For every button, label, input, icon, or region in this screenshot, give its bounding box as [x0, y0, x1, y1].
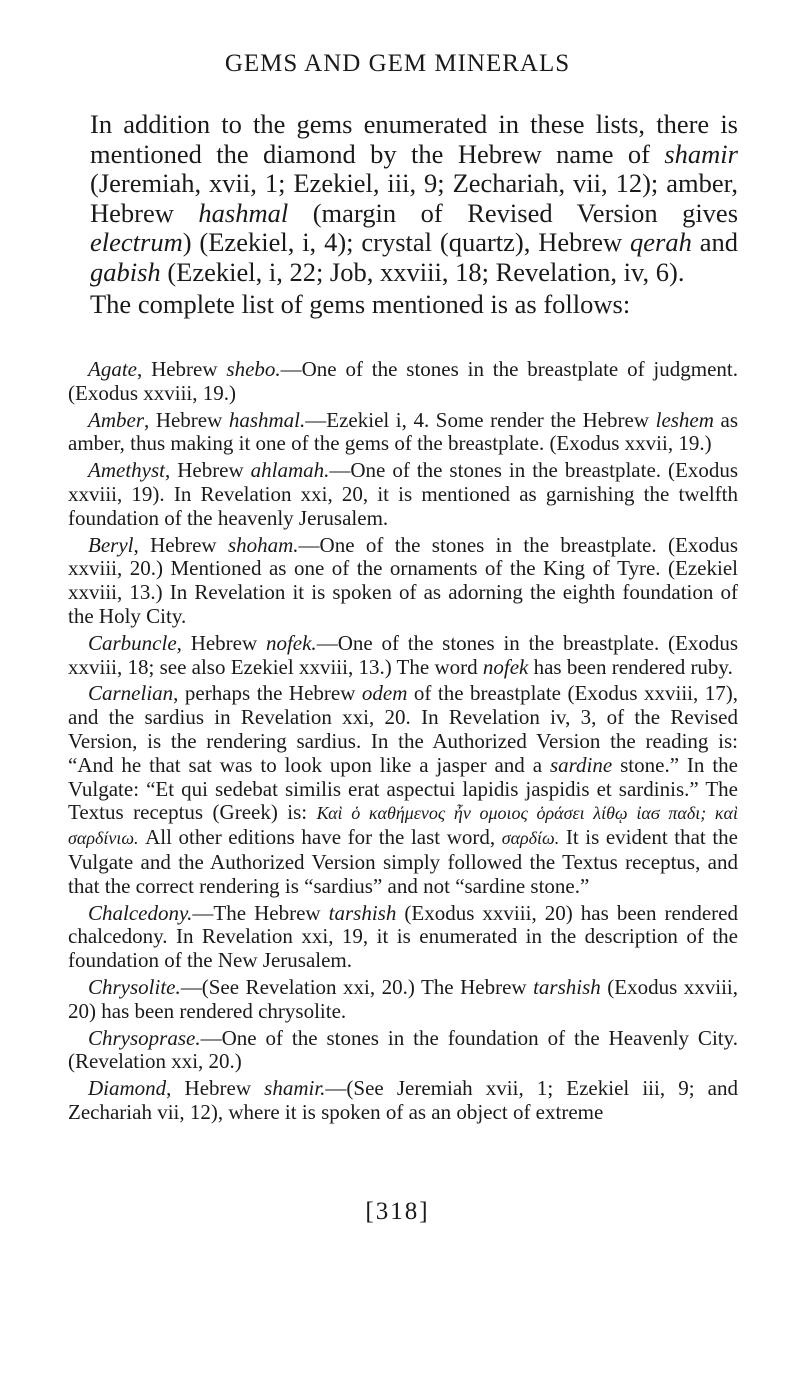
entry-term: Diamond [88, 1076, 167, 1101]
gem-entries [68, 358, 738, 1125]
text-run: (Exodus xxviii, 20) has been rendered chrysolite. [68, 974, 739, 1023]
text-run: has been rendered ruby. [528, 654, 733, 679]
text-run: , Hebrew [133, 532, 228, 557]
entry-term: Amethyst [88, 458, 165, 483]
text-run: , Hebrew [176, 630, 266, 655]
text-run: —One of the stones in the breastplate. (Exodus xxviii, 19). In Revelation xxi, 20, it is mentioned as garnishing the twelfth foundation of the heavenly Jerusalem. [68, 458, 738, 530]
entry-amethyst [68, 459, 738, 530]
hebrew-term: nofek. [265, 630, 317, 655]
hebrew-term: ahlamah. [250, 458, 330, 483]
text-run: , Hebrew [144, 407, 229, 432]
entry-agate [68, 358, 738, 406]
entry-chalcedony [68, 902, 738, 973]
entry-term: Beryl [88, 532, 134, 557]
entry-chrysolite [68, 976, 738, 1024]
entry-amber [68, 409, 738, 457]
hebrew-term: hashmal [198, 197, 289, 228]
entry-term: Chalcedony. [88, 900, 193, 925]
entry-term: Chrysoprase. [88, 1025, 201, 1050]
greek-word: σαρδίω. [501, 828, 560, 849]
entry-term: Chrysolite. [88, 974, 181, 999]
hebrew-term: nofek [482, 654, 529, 679]
hebrew-term: odem [361, 681, 408, 706]
text-run: —One of the stones in the breastplate. (Exodus xxviii, 18; see also Ezekiel xxviii, 13.) The word [68, 630, 739, 679]
text-run: —One of the stones in the breastplate. (Exodus xxviii, 20.) Mentioned as one of the ornaments of the King of Tyre. (Ezekiel xxviii, 13.) In Revelation it is spoken of as adorning the eighth foundation of the Holy City. [68, 532, 738, 628]
text-run: stone.” In the Vulgate: “Et qui sedebat similis erat aspectui lapidis jaspidis et sardinis.” The Textus receptus (Greek) is: [68, 752, 739, 825]
entry-beryl [68, 534, 738, 629]
hebrew-term: tarshish [328, 900, 397, 925]
text-run: as amber, thus making it one of the gems of the breastplate. (Exodus xxvii, 19.) [68, 407, 738, 456]
hebrew-term: shamir [664, 138, 738, 169]
entry-term: Amber [88, 407, 144, 432]
entry-term: Agate [88, 357, 137, 381]
hebrew-term: tarshish [533, 974, 601, 999]
text-run: —(See Revelation xxi, 20.) The Hebrew [180, 974, 534, 999]
text-run: —Ezekiel i, 4. Some render the Hebrew [305, 407, 656, 432]
text-run: —One of the stones in the breastplate of judgment. (Exodus xxviii, 19.) [68, 357, 738, 405]
text-run: In addition to the gems enumerated in these lists, there is mentioned the diamond by the Hebrew name of [90, 109, 738, 169]
hebrew-term: shebo. [226, 357, 281, 381]
text-run: All other editions have for the last word, [138, 825, 502, 850]
text-run: It is evident that the Vulgate and the Authorized Version simply followed the Textus receptus, and that the correct rendering is “sardius” and not “sardine stone.” [68, 825, 738, 898]
text-run: (Ezekiel, i, 22; Job, xxviii, 18; Revelation, iv, 6). [160, 256, 685, 287]
greek-quotation: Καὶ ὁ καθήμενος ἦν ομοιος ὁράσει λίθῳ ἰαϭ παδι; καὶ σαρδίνιω. [68, 803, 739, 849]
text-run: —(See Jeremiah xvii, 1; Ezekiel iii, 9; and Zechariah vii, 12), where it is spoken of as an object of extreme [68, 1076, 739, 1124]
text-run: (Exodus xxviii, 20) has been rendered chalcedony. In Revelation xxi, 19, it is enumerated in the description of the foundation of the New Jerusalem. [68, 900, 738, 973]
entry-carbuncle [68, 632, 738, 680]
hebrew-term: shamir. [264, 1076, 326, 1101]
entry-term: Carnelian [88, 681, 174, 706]
hebrew-term: leshem [655, 407, 714, 432]
text-run: , Hebrew [164, 458, 251, 483]
hebrew-term: shoham. [227, 532, 299, 557]
text-run: (margin of Revised Version gives [288, 197, 739, 228]
text-run: of the breastplate (Exodus xxviii, 17), and the sardius in Revelation xxi, 20. In Revelation iv, 3, of the Revised Version, is the rendering sardius. In the Authorized Version the reading is: “And he that sat was to look upon like a jasper and a [68, 681, 738, 777]
intro-paragraph [90, 110, 738, 288]
latin-term: electrum [90, 227, 183, 258]
text-run: and [691, 227, 738, 258]
text-run: ) (Ezekiel, i, 4); crystal (quartz), Hebrew [182, 227, 631, 258]
list-lead-paragraph: The complete list of gems mentioned is as follows: [90, 288, 631, 319]
entry-term: Carbuncle [88, 630, 177, 655]
hebrew-term: hashmal. [228, 407, 306, 432]
text-run: —The Hebrew [192, 900, 329, 925]
entry-chrysoprase [68, 1027, 738, 1075]
text-run: , Hebrew [166, 1076, 265, 1101]
entry-diamond [68, 1077, 738, 1125]
hebrew-term: gabish [90, 256, 161, 287]
text-run: —One of the stones in the foundation of the Heavenly City. (Revelation xxi, 20.) [68, 1025, 738, 1074]
running-title: GEMS AND GEM MINERALS [224, 50, 571, 77]
emphasis-term: sardine [549, 752, 613, 777]
text-run: , perhaps the Hebrew [173, 681, 362, 706]
page-number: [318] [365, 1198, 430, 1225]
entry-carnelian [68, 682, 738, 898]
text-run: (Jeremiah, xvii, 1; Ezekiel, iii, 9; Zechariah, vii, 12); amber, Hebrew [90, 168, 738, 228]
intro-section [90, 110, 738, 319]
text-run: , Hebrew [136, 357, 227, 381]
hebrew-term: qerah [630, 227, 692, 258]
